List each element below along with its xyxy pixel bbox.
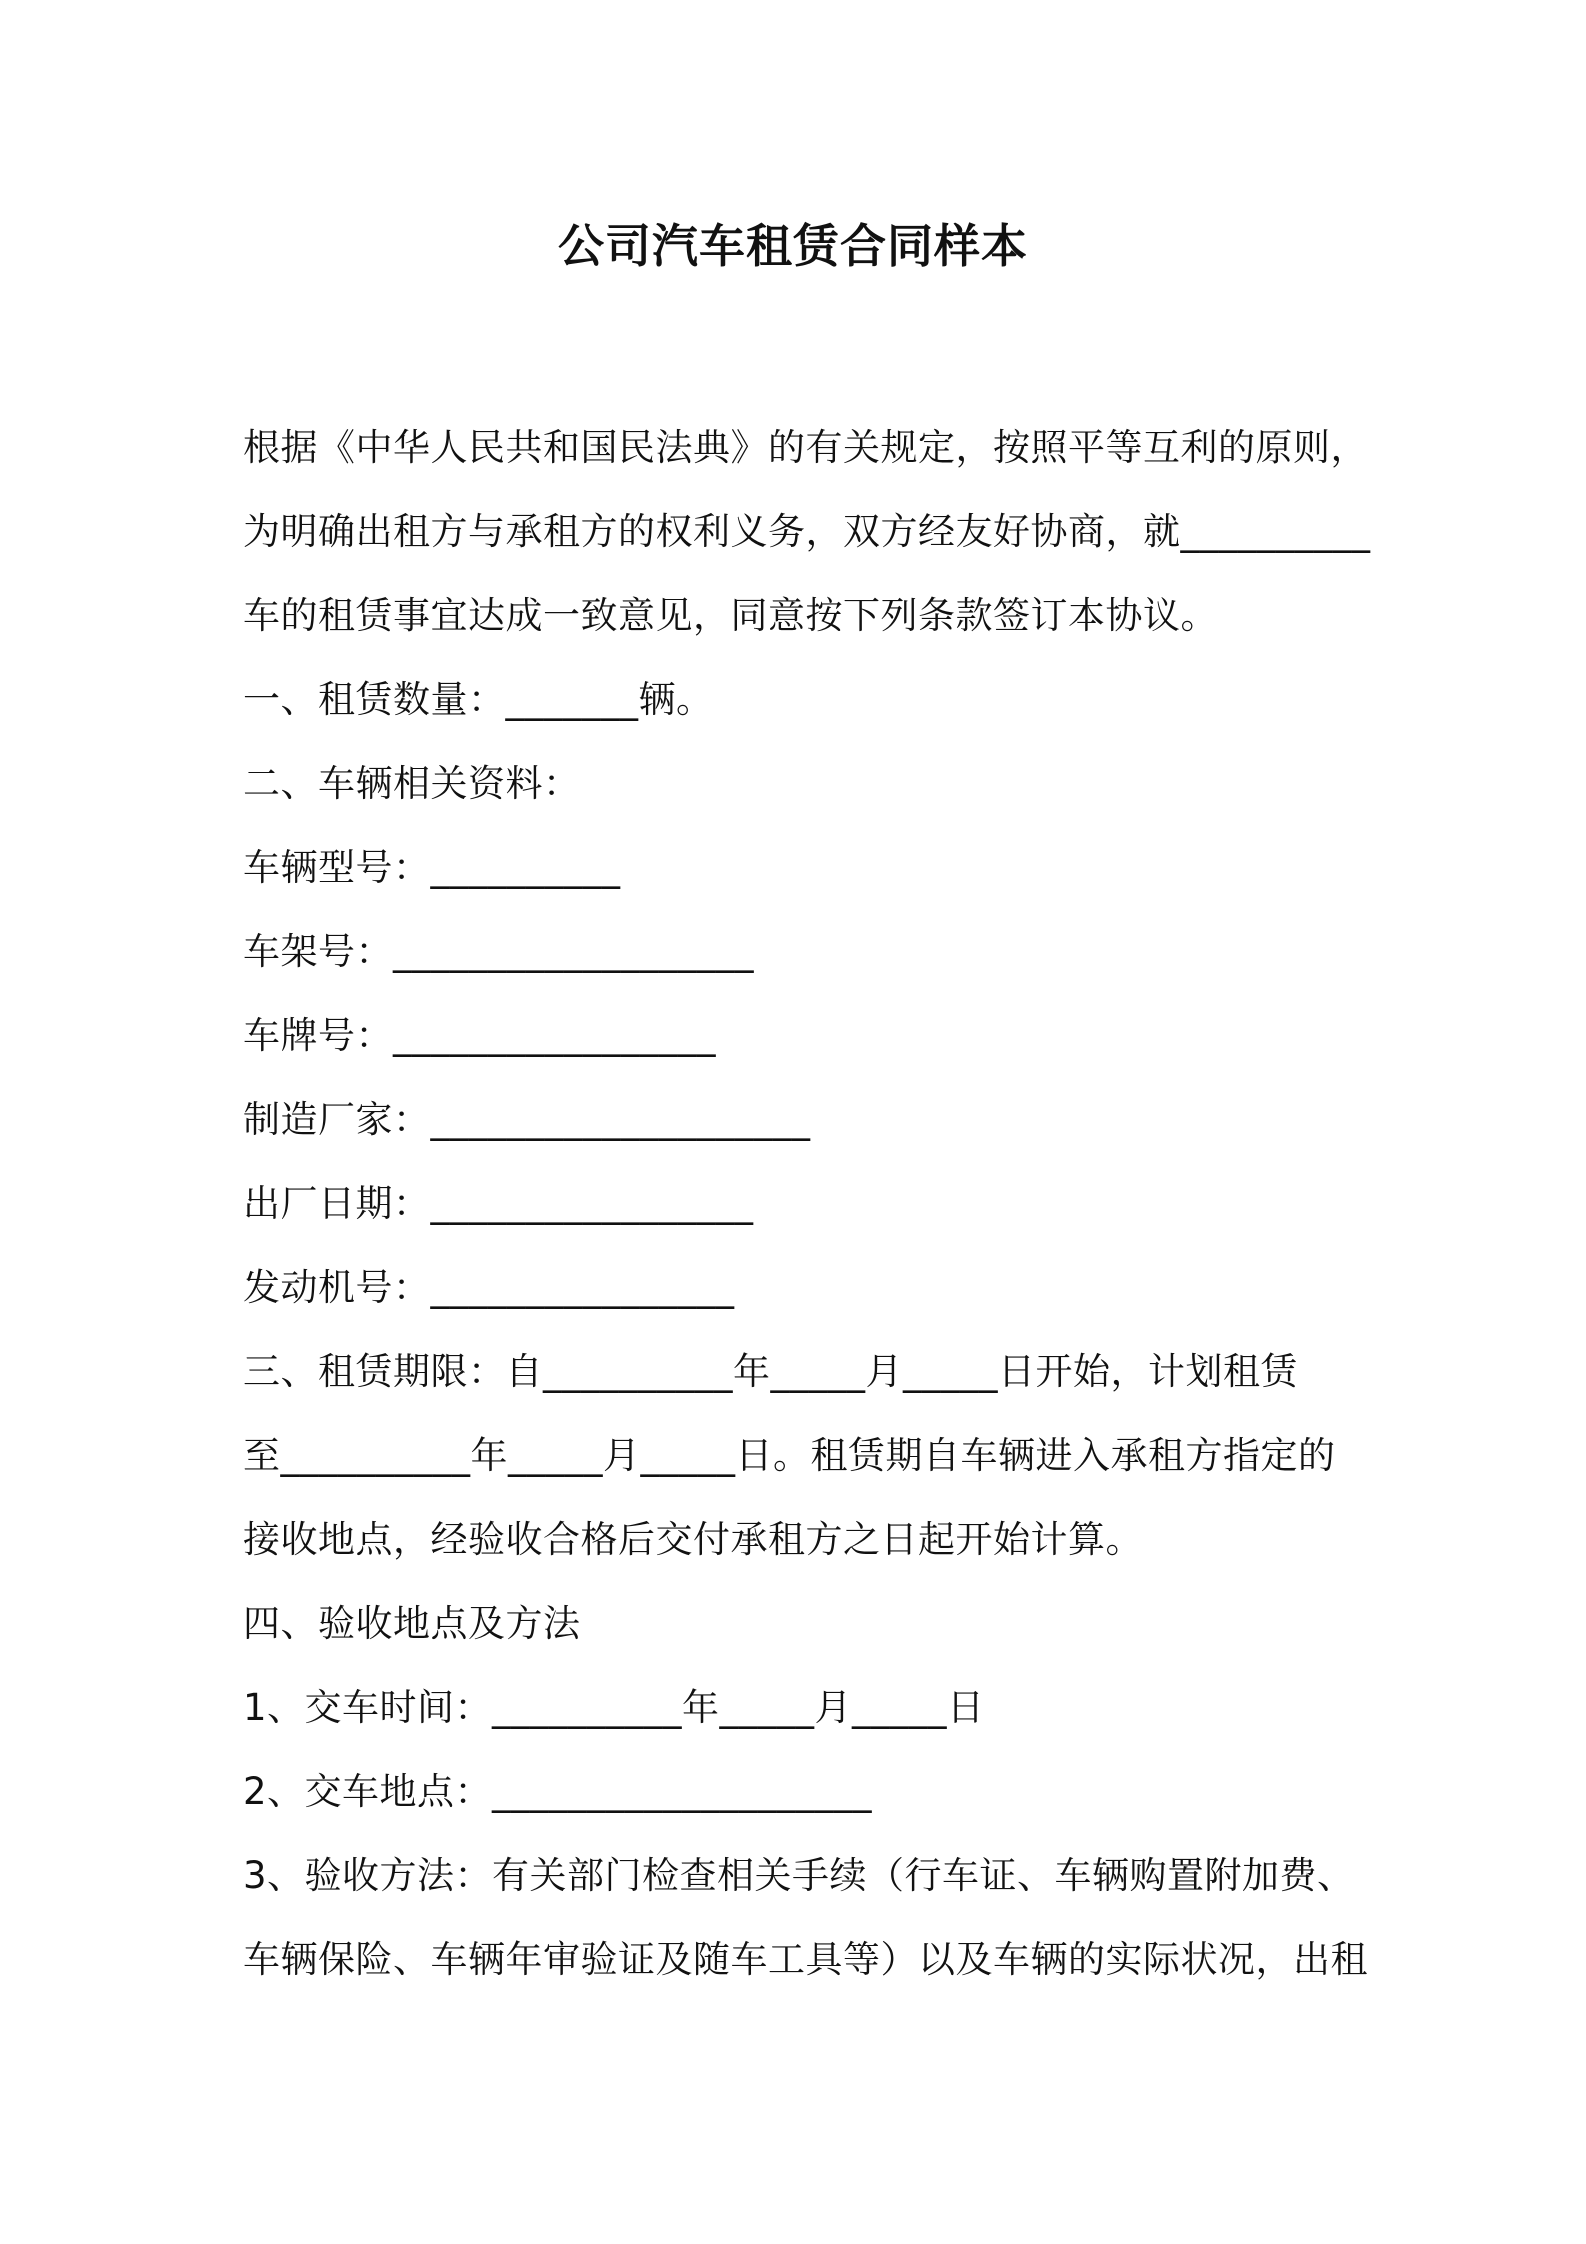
field-engine-number: 发动机号：________________: [243, 1266, 735, 1309]
field-plate-number: 车牌号：_________________: [243, 1014, 716, 1057]
section-heading-acceptance: 四、验收地点及方法: [243, 1602, 581, 1645]
paragraph-line: 根据《中华人民共和国民法典》的有关规定，按照平等互利的原则，: [243, 426, 1368, 469]
section-heading-quantity: 一、租赁数量：_______辆。: [243, 678, 714, 721]
paragraph-line: 车的租赁事宜达成一致意见，同意按下列条款签订本协议。: [243, 594, 1218, 637]
field-delivery-location: 2、交车地点：____________________: [243, 1770, 873, 1813]
paragraph-line: 3、验收方法：有关部门检查相关手续（行车证、车辆购置附加费、: [243, 1854, 1355, 1897]
field-manufacturer: 制造厂家：____________________: [243, 1098, 811, 1141]
field-delivery-time: 1、交车时间：__________年_____月_____日: [243, 1686, 985, 1729]
field-production-date: 出厂日期：_________________: [243, 1182, 754, 1225]
document-body: [243, 406, 1371, 2002]
document-title: 公司汽车租赁合同样本: [558, 219, 1028, 273]
section-heading-lease-term: 三、租赁期限：自__________年_____月_____日开始，计划租赁: [243, 1350, 1298, 1393]
field-frame-number: 车架号：___________________: [243, 930, 754, 973]
paragraph-line: 至__________年_____月_____日。租赁期自车辆进入承租方指定的: [243, 1434, 1336, 1477]
paragraph-line: 车辆保险、车辆年审验证及随车工具等）以及车辆的实际状况，出租: [243, 1938, 1368, 1981]
paragraph-line: 为明确出租方与承租方的权利义务，双方经友好协商，就__________: [243, 510, 1371, 553]
field-vehicle-model: 车辆型号：__________: [243, 846, 621, 889]
section-heading-vehicle-info: 二、车辆相关资料：: [243, 762, 581, 805]
paragraph-line: 接收地点，经验收合格后交付承租方之日起开始计算。: [243, 1518, 1143, 1561]
